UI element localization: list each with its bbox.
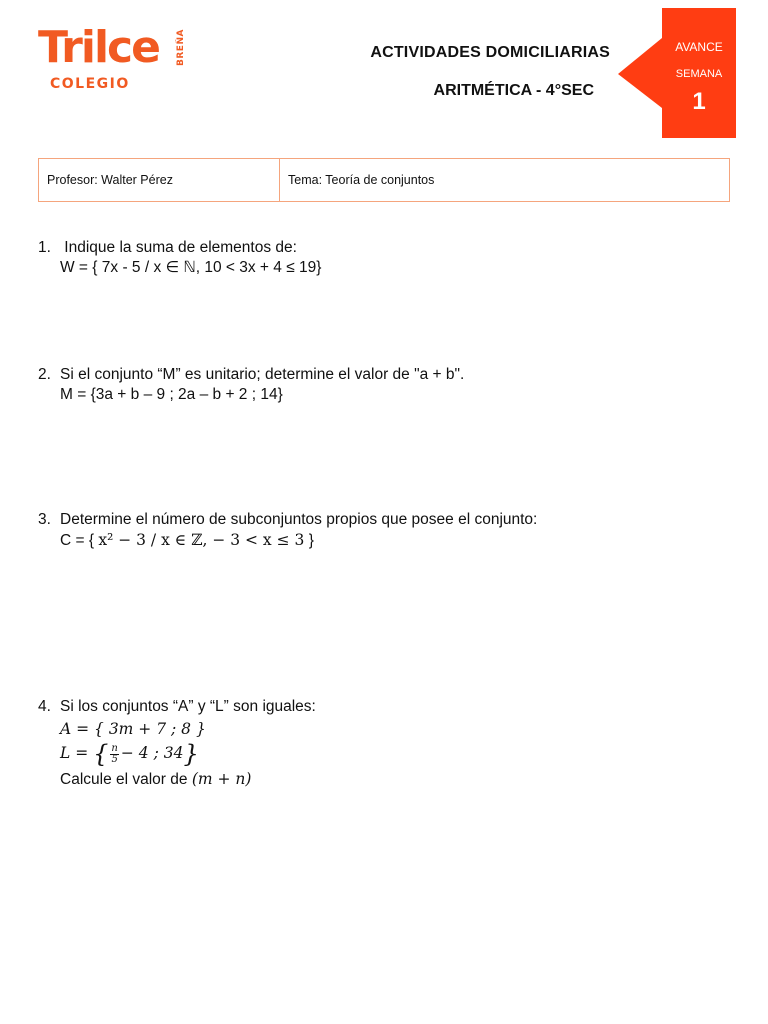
badge-week-number: 1 — [692, 88, 706, 115]
question-text: Indique la suma de elementos de: — [60, 239, 297, 256]
question-number: 2. — [38, 366, 51, 383]
set-l-suffix: − 4 ; 34 — [120, 744, 184, 762]
set-l-prefix: L = — [60, 744, 94, 762]
set-a-expression: A = { 3m + 7 ; 8 } — [60, 720, 206, 738]
question-text: Si los conjuntos “A” y “L” son iguales: — [60, 698, 316, 715]
question-expression: M = {3a + b – 9 ; 2a – b + 2 ; 14} — [60, 386, 283, 403]
badge-semana-label: SEMANA — [675, 68, 723, 80]
page-title: ACTIVIDADES DOMICILIARIAS — [370, 44, 610, 61]
calc-line — [38, 769, 316, 790]
question-1 — [38, 238, 321, 278]
question-number: 1. — [38, 239, 51, 256]
question-number: 4. — [38, 698, 51, 715]
fraction-numerator: n — [111, 742, 118, 754]
logo-brand: Trilce — [38, 22, 159, 73]
tema-cell: Tema: Teoría de conjuntos — [288, 173, 435, 187]
fraction-denominator: 5 — [111, 753, 118, 765]
profesor-cell: Profesor: Walter Pérez — [39, 159, 280, 201]
question-expression — [38, 530, 537, 551]
question-number: 3. — [38, 511, 51, 528]
week-badge — [618, 8, 736, 138]
calc-math: (m + n) — [191, 769, 252, 788]
set-l-expression — [38, 740, 316, 768]
badge-avance-label: AVANCE — [675, 40, 723, 54]
question-text: Determine el número de subconjuntos propios que posee el conjunto: — [60, 511, 538, 528]
calc-text: Calcule el valor de — [60, 770, 192, 788]
logo-side-text: BREÑA — [176, 29, 186, 67]
expr-suffix: } — [304, 532, 314, 549]
fraction — [110, 744, 118, 765]
open-brace: { — [93, 740, 109, 768]
close-brace: } — [183, 740, 199, 768]
page-subtitle: ARITMÉTICA - 4°SEC — [433, 82, 594, 99]
question-4 — [38, 697, 316, 790]
question-expression: W = { 7x - 5 / x ∈ ℕ, 10 < 3x + 4 ≤ 19} — [60, 259, 322, 276]
expr-math: x² − 3 / x ∈ ℤ, − 3 < x ≤ 3 — [98, 531, 305, 549]
question-3 — [38, 510, 537, 551]
logo-subtitle: COLEGIO — [50, 76, 130, 92]
expr-prefix: C = { — [60, 532, 99, 549]
question-2 — [38, 365, 464, 405]
question-text: Si el conjunto “M” es unitario; determine el valor de "a + b". — [60, 366, 465, 383]
trilce-logo — [38, 22, 198, 96]
info-table — [38, 158, 730, 202]
